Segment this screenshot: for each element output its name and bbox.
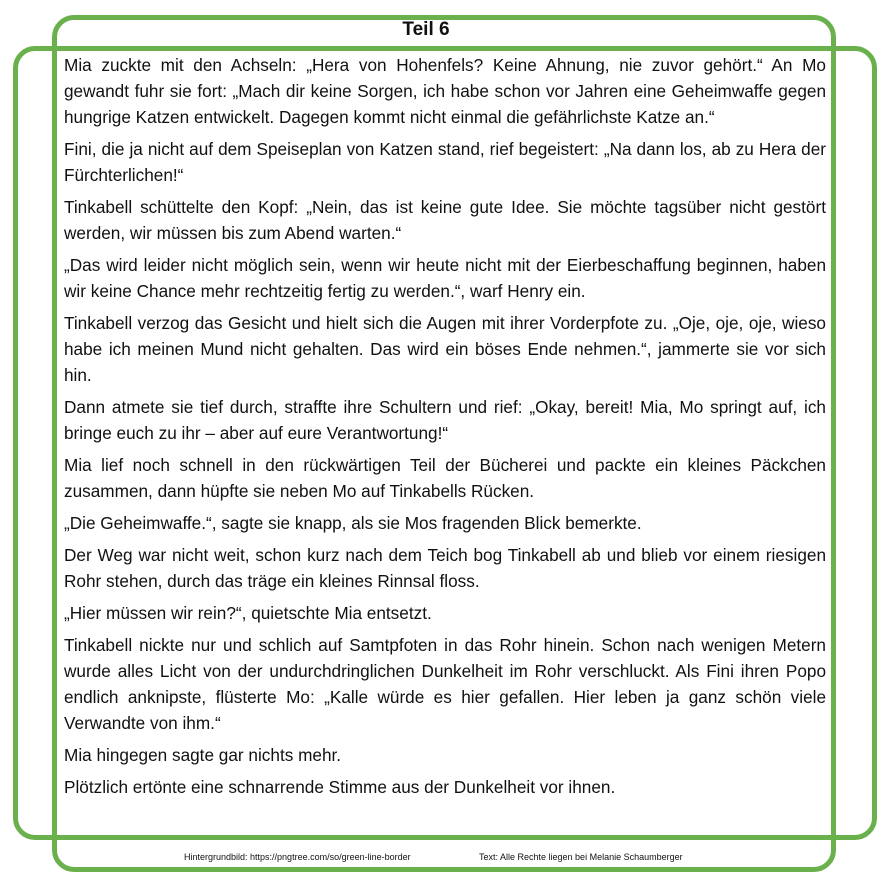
paragraph: „Das wird leider nicht möglich sein, wenn wir heute nicht mit der Eierbeschaffung beginnen, haben wir keine Chance mehr rechtzeitig fertig zu werden.“, warf Henry ein. bbox=[64, 255, 826, 301]
paragraph: Mia zuckte mit den Achseln: „Hera von Hohenfels? Keine Ahnung, nie zuvor gehört.“ An Mo gewandt fuhr sie fort: „Mach dir keine Sorgen, ich habe schon vor Jahren eine Geheimwaffe gegen hungrige Katzen entwickelt. Dagegen kommt nicht einmal die gefährlichste Katze an.“ bbox=[64, 55, 826, 127]
paragraph: Tinkabell schüttelte den Kopf: „Nein, das ist keine gute Idee. Sie möchte tagsüber nicht gestört werden, wir müssen bis zum Abend warten.“ bbox=[64, 197, 826, 243]
paragraph: Tinkabell verzog das Gesicht und hielt sich die Augen mit ihrer Vorderpfote zu. „Oje, oje, oje, wieso habe ich meinen Mund nicht gehalten. Das wird ein böses Ende nehmen.“, jammerte sie vor sich hin. bbox=[64, 313, 826, 385]
paragraph: Tinkabell nickte nur und schlich auf Samtpfoten in das Rohr hinein. Schon nach wenigen Metern wurde alles Licht von der undurchdringlichen Dunkelheit im Rohr verschluckt. Als Fini ihren Popo endlich anknipste, flüsterte Mo: „Kalle würde es hier gefallen. Hier leben ja ganz schön viele Verwandte von ihm.“ bbox=[64, 635, 826, 733]
paragraph: Mia hingegen sagte gar nichts mehr. bbox=[64, 745, 342, 765]
text-copyright-credit: Text: Alle Rechte liegen bei Melanie Schaumberger bbox=[479, 852, 683, 862]
paragraph: „Hier müssen wir rein?“, quietschte Mia entsetzt. bbox=[64, 603, 432, 623]
paragraph: Dann atmete sie tief durch, straffte ihre Schultern und rief: „Okay, bereit! Mia, Mo springt auf, ich bringe euch zu ihr – aber auf eure Verantwortung!“ bbox=[64, 397, 826, 443]
page-title: Teil 6 bbox=[402, 19, 450, 40]
story-text bbox=[64, 52, 826, 806]
paragraph: „Die Geheimwaffe.“, sagte sie knapp, als sie Mos fragenden Blick bemerkte. bbox=[64, 513, 642, 533]
paragraph: Plötzlich ertönte eine schnarrende Stimme aus der Dunkelheit vor ihnen. bbox=[64, 777, 616, 797]
background-image-credit: Hintergrundbild: https://pngtree.com/so/green-line-border bbox=[184, 852, 411, 862]
paragraph: Fini, die ja nicht auf dem Speiseplan von Katzen stand, rief begeistert: „Na dann los, ab zu Hera der Fürchterlichen!“ bbox=[64, 139, 826, 185]
paragraph: Mia lief noch schnell in den rückwärtigen Teil der Bücherei und packte ein kleines Päckchen zusammen, dann hüpfte sie neben Mo auf Tinkabells Rücken. bbox=[64, 455, 826, 501]
paragraph: Der Weg war nicht weit, schon kurz nach dem Teich bog Tinkabell ab und blieb vor einem riesigen Rohr stehen, durch das träge ein kleines Rinnsal floss. bbox=[64, 545, 826, 591]
